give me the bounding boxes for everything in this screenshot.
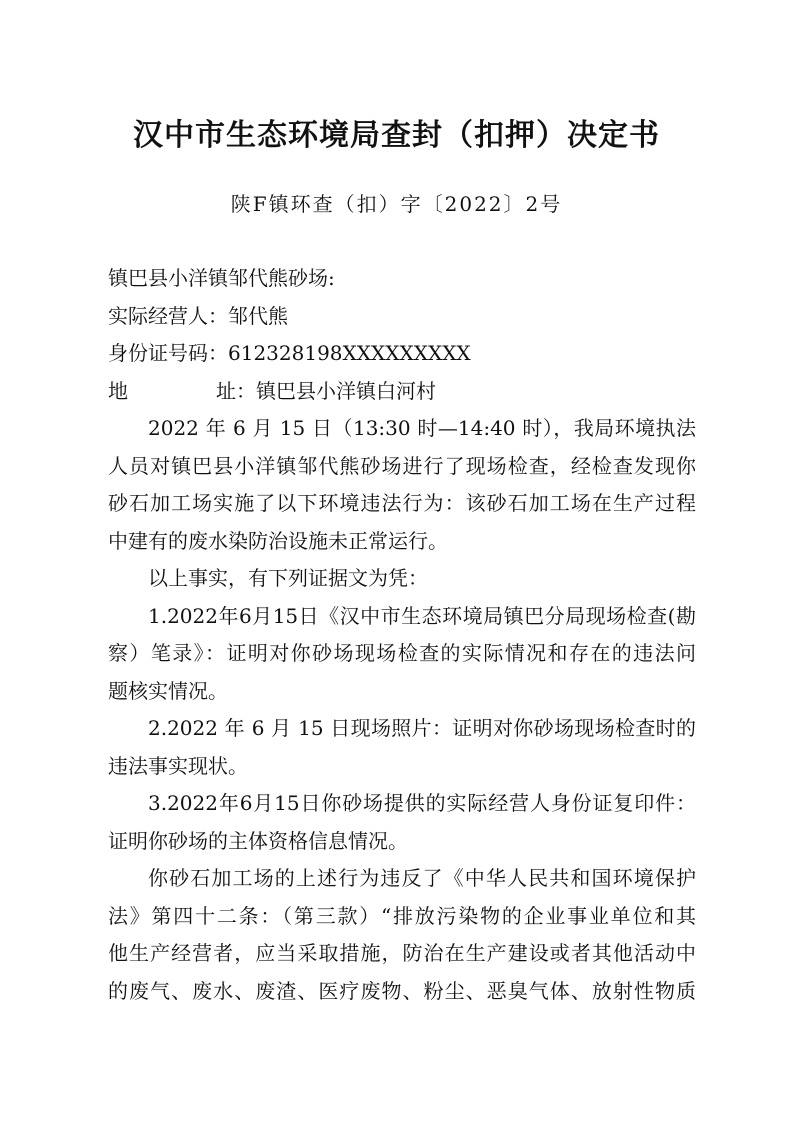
paragraph-line: 2.2022 年 6 月 15 日现场照片：证明对你砂场现场检查时的 [148, 716, 696, 740]
address-value: ：镇巴县小洋镇白河村 [236, 378, 436, 403]
id-number-line: 身份证号码：612328198XXXXXXXXX [108, 341, 471, 365]
operator-line: 实际经营人：邹代熊 [108, 303, 288, 328]
paragraph-line: 人员对镇巴县小洋镇邹代熊砂场进行了现场检查，经检查发现你 [108, 453, 696, 478]
paragraph-line: 察）笔录》：证明对你砂场现场检查的实际情况和存在的违法问 [108, 641, 696, 665]
paragraph-line: 他生产经营者，应当采取措施，防治在生产建设或者其他活动中 [108, 941, 696, 965]
paragraph-line: 中建有的废水染防治设施未正常运行。 [108, 528, 448, 553]
address-label: 地 址 [108, 378, 236, 403]
address-line [108, 373, 696, 411]
paragraph-line: 的废气、废水、废渣、医疗废物、粉尘、恶臭气体、放射性物质 [108, 978, 696, 1003]
paragraph-line: 题核实情况。 [108, 678, 228, 703]
paragraph-line: 法》第四十二条：（第三款）“排放污染物的企业事业单位和其 [108, 903, 696, 928]
paragraph-line: 砂石加工场实施了以下环境违法行为：该砂石加工场在生产过程 [108, 491, 696, 515]
paragraph-line: 你砂石加工场的上述行为违反了《中华人民共和国环境保护 [148, 866, 696, 890]
document-number: 陕F镇环查（扣）字〔2022〕2号 [230, 192, 563, 216]
document-title: 汉中市生态环境局查封（扣押）决定书 [133, 118, 660, 153]
paragraph-line: 证明你砂场的主体资格信息情况。 [108, 828, 408, 853]
paragraph-line: 1.2022年6月15日《汉中市生态环境局镇巴分局现场检查(勘 [148, 603, 696, 628]
paragraph-line: 以上事实，有下列证据文为凭： [148, 566, 428, 590]
paragraph-line: 3.2022年6月15日你砂场提供的实际经营人身份证复印件： [148, 791, 696, 815]
paragraph-line: 2022 年 6 月 15 日（13:30 时—14:40 时），我局环境执法 [148, 416, 696, 440]
paragraph-line: 违法事实现状。 [108, 753, 248, 778]
document-body [108, 260, 696, 1010]
recipient-name: 镇巴县小洋镇邹代熊砂场: [108, 266, 335, 290]
